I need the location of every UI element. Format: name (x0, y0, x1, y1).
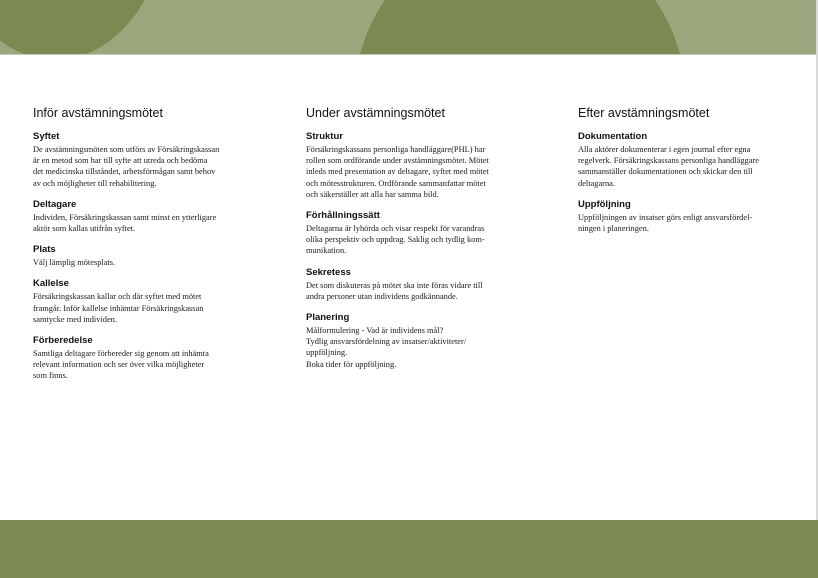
column-title: Inför avstämningsmötet (33, 106, 163, 120)
section-struktur (306, 131, 521, 200)
section-text: Alla aktörer dokumenterar i egen journal efter egna regelverk. Försäkringskassans personliga handläggare sammanställer dokumentationen och skickar den till deltagarna. (578, 145, 759, 188)
section-heading: Uppföljning (578, 198, 631, 210)
column-title: Under avstämningsmötet (306, 106, 445, 120)
section-heading: Plats (33, 244, 56, 256)
section-text: Försäkringskassans personliga handläggare(PHL) har rollen som ordförande under avstämningsmötet. Mötet inleds med presentation av deltagare, syftet med mötet och mötesstrukturen. Ordförande sammanfattar mötet och säkerställer att alla har samma bild. (306, 145, 489, 199)
section-sekretess (306, 267, 521, 302)
section-heading: Förhållningssätt (306, 210, 380, 222)
section-dokumentation (578, 131, 793, 189)
section-text: Målformulering - Vad är individens mål? Tydlig ansvarsfördelning av insatser/aktiviteter/ uppföljning. Boka tider för uppföljning. (306, 326, 467, 369)
section-deltagare (33, 199, 248, 234)
section-heading: Deltagare (33, 198, 77, 210)
section-text: Det som diskuteras på mötet ska inte föras vidare till andra personer utan individens godkännande. (306, 280, 483, 301)
section-text: Deltagarna är lyhörda och visar respekt för varandras olika perspektiv och uppdrag. Saklig och tydlig kom- munikation. (306, 224, 485, 256)
section-text: Välj lämplig mötesplats. (33, 258, 116, 268)
section-heading: Planering (306, 312, 350, 324)
section-forberedelse (33, 335, 248, 382)
section-uppfoljning (578, 199, 793, 234)
column-before-meeting (33, 106, 248, 392)
section-text: Uppföljningen av insatser görs enligt ansvarsfördel- ningen i planeringen. (578, 212, 753, 234)
section-text: Samtliga deltagare förbereder sig genom att inhämta relevant information och ser över vilka möjligheter som finns. (33, 349, 209, 381)
column-during-meeting (306, 106, 521, 380)
section-plats (33, 244, 248, 268)
column-title: Efter avstämningsmötet (578, 106, 710, 120)
section-heading: Syftet (33, 131, 60, 142)
section-forhallningssatt (306, 210, 521, 257)
decorative-curve-left (0, 0, 170, 54)
section-text: Individen, Försäkringskassan samt minst en ytterligare aktör som kallas utifrån syftet. (33, 212, 217, 234)
column-after-meeting (578, 106, 793, 244)
section-heading: Förberedelse (33, 335, 93, 347)
header-decoration-band (0, 0, 818, 54)
decorative-circle-right (355, 0, 685, 54)
header-divider (0, 54, 818, 55)
section-kallelse (33, 278, 248, 325)
footer-decoration-band (0, 520, 818, 578)
section-heading: Sekretess (306, 266, 351, 278)
section-text: Försäkringskassan kallar och där syftet med mötet framgår. Inför kallelse inhämtar Försäkringskassan samtycke med individen. (33, 292, 204, 324)
section-heading: Dokumentation (578, 131, 648, 142)
section-heading: Struktur (306, 131, 343, 142)
section-text: De avstämningsmöten som utförs av Försäkringskassan är en metod som har till syfte att utreda och bedöma det medicinska tillståndet, arbetsförmågan samt behov av och möjligheter till rehabilitering. (33, 145, 220, 188)
section-syftet (33, 131, 248, 189)
section-heading: Kallelse (33, 278, 69, 290)
section-planering (306, 312, 521, 370)
